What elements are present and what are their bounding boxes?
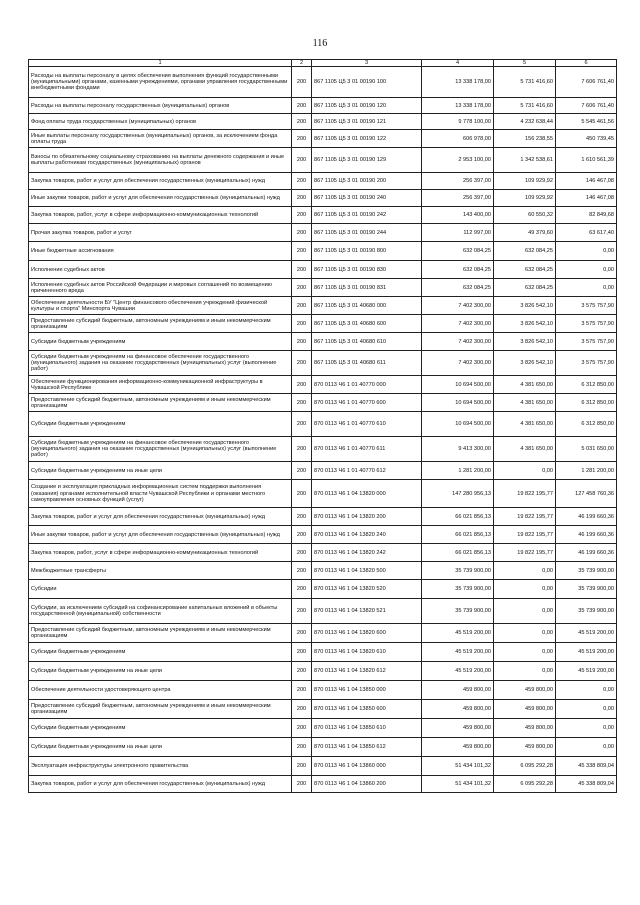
row-unexecuted-amount: 45 519 200,00 [556,643,617,662]
table-row [29,580,617,599]
row-name: Закупка товаров, работ, услуг в сфере информационно-коммуникационных технологий [29,544,292,562]
table-row [29,242,617,261]
row-name: Закупка товаров, работ и услуг для обеспечения государственных (муниципальных) нужд [29,173,292,190]
row-executed-amount: 632 084,25 [494,279,556,297]
table-row [29,776,617,793]
row-line-code: 200 [292,130,312,148]
header-cell: 3 [312,60,422,67]
table-row [29,624,617,643]
row-classification-code: 870 0113 Ч6 1 01 40770 610 [312,412,422,437]
row-approved-amount: 45 519 200,00 [422,643,494,662]
row-line-code: 200 [292,681,312,700]
row-line-code: 200 [292,173,312,190]
row-unexecuted-amount: 0,00 [556,719,617,738]
row-approved-amount: 7 402 300,00 [422,297,494,315]
row-classification-code: 870 0113 Ч6 1 04 13820 000 [312,480,422,508]
row-approved-amount: 459 800,00 [422,719,494,738]
row-unexecuted-amount: 450 739,45 [556,130,617,148]
row-name: Иные выплаты персоналу государственных (муниципальных) органов, за исключением фонда оплаты труда [29,130,292,148]
row-name: Иные бюджетные ассигнования [29,242,292,261]
row-classification-code: 867 1105 Ц5 3 01 00190 800 [312,242,422,261]
row-name: Субсидии бюджетным учреждениям на финансовое обеспечение государственного (муниципального) задания на оказание государственных (муниципальных) услуг (выполнение работ) [29,351,292,376]
row-classification-code: 870 0113 Ч6 1 01 40770 612 [312,462,422,480]
row-classification-code: 867 1105 Ц5 3 01 00190 100 [312,67,422,98]
row-name: Закупка товаров, работ и услуг для обеспечения государственных (муниципальных) нужд [29,508,292,526]
table-row [29,261,617,279]
row-classification-code: 870 0113 Ч6 1 04 13860 200 [312,776,422,793]
row-line-code: 200 [292,776,312,793]
row-line-code: 200 [292,599,312,624]
table-row [29,297,617,315]
table-row [29,719,617,738]
row-unexecuted-amount: 146 467,08 [556,173,617,190]
table-row [29,462,617,480]
row-approved-amount: 632 084,25 [422,261,494,279]
row-classification-code: 867 1105 Ц5 3 01 00190 242 [312,207,422,224]
row-executed-amount: 4 381 650,00 [494,376,556,394]
row-name: Субсидии бюджетным учреждениям на иные цели [29,738,292,757]
row-name: Предоставление субсидий бюджетным, автономным учреждениям и иным некоммерческим организациям [29,394,292,412]
table-row [29,700,617,719]
row-classification-code: 870 0113 Ч6 1 04 13820 200 [312,508,422,526]
row-executed-amount: 0,00 [494,599,556,624]
table-row [29,279,617,297]
row-classification-code: 867 1105 Ц5 3 01 00190 200 [312,173,422,190]
row-line-code: 200 [292,738,312,757]
row-line-code: 200 [292,437,312,462]
row-approved-amount: 10 694 500,00 [422,376,494,394]
row-unexecuted-amount: 7 606 761,40 [556,67,617,98]
row-name: Субсидии, за исключением субсидий на софинансирование капитальных вложений в объекты государственной (муниципальной) собственности [29,599,292,624]
table-row [29,224,617,242]
row-line-code: 200 [292,351,312,376]
row-executed-amount: 1 342 538,61 [494,148,556,173]
row-line-code: 200 [292,261,312,279]
row-name: Обеспечение деятельности удостоверяющего центра [29,681,292,700]
row-name: Расходы на выплаты персоналу в целях обеспечения выполнения функций государственными (муниципальными) органами, казенными учреждениями, органами управления государственными внебюджетными фондами [29,67,292,98]
row-name: Исполнение судебных актов Российской Федерации и мировых соглашений по возмещению причиненного вреда [29,279,292,297]
row-unexecuted-amount: 35 739 900,00 [556,599,617,624]
row-name: Предоставление субсидий бюджетным, автономным учреждениям и иным некоммерческим организациям [29,315,292,333]
row-executed-amount: 19 822 195,77 [494,480,556,508]
table-row [29,757,617,776]
row-classification-code: 870 0113 Ч6 1 04 13850 610 [312,719,422,738]
row-classification-code: 870 0113 Ч6 1 01 40770 000 [312,376,422,394]
row-name: Создание и эксплуатация прикладных информационных систем поддержки выполнения (оказания) органами исполнительной власти Чувашской Республики и органами местного самоуправления основных функций (услуг) [29,480,292,508]
row-executed-amount: 19 822 195,77 [494,544,556,562]
row-name: Субсидии бюджетным учреждениям [29,412,292,437]
row-name: Взносы по обязательному социальному страхованию на выплаты денежного содержания и иные выплаты работникам государственных (муниципальных) органов [29,148,292,173]
row-executed-amount: 0,00 [494,562,556,580]
row-unexecuted-amount: 5 031 650,00 [556,437,617,462]
row-name: Закупка товаров, работ и услуг для обеспечения государственных (муниципальных) нужд [29,776,292,793]
row-classification-code: 867 1105 Ц5 3 01 00190 129 [312,148,422,173]
row-approved-amount: 256 397,00 [422,190,494,207]
row-classification-code: 870 0113 Ч6 1 01 40770 611 [312,437,422,462]
table-row [29,148,617,173]
row-executed-amount: 459 800,00 [494,681,556,700]
row-unexecuted-amount: 3 575 757,90 [556,351,617,376]
row-classification-code: 870 0113 Ч6 1 04 13850 612 [312,738,422,757]
row-line-code: 200 [292,190,312,207]
row-name: Закупка товаров, работ, услуг в сфере информационно-коммуникационных технологий [29,207,292,224]
table-row [29,190,617,207]
row-unexecuted-amount: 46 199 660,36 [556,526,617,544]
row-executed-amount: 0,00 [494,580,556,599]
row-classification-code: 867 1105 Ц5 3 01 40680 600 [312,315,422,333]
row-unexecuted-amount: 1 610 561,39 [556,148,617,173]
row-unexecuted-amount: 0,00 [556,261,617,279]
row-unexecuted-amount: 63 617,40 [556,224,617,242]
row-classification-code: 867 1105 Ц5 3 01 00190 122 [312,130,422,148]
row-approved-amount: 13 338 178,00 [422,67,494,98]
header-cell: 2 [292,60,312,67]
row-classification-code: 867 1105 Ц5 3 01 00190 120 [312,98,422,114]
row-unexecuted-amount: 45 338 809,04 [556,776,617,793]
table-row [29,98,617,114]
row-name: Обеспечение функционирования информационно-коммуникационной инфраструктуры в Чувашской Республике [29,376,292,394]
row-approved-amount: 45 519 200,00 [422,662,494,681]
header-cell: 5 [494,60,556,67]
row-name: Иные закупки товаров, работ и услуг для обеспечения государственных (муниципальных) нужд [29,526,292,544]
row-executed-amount: 459 800,00 [494,719,556,738]
row-unexecuted-amount: 0,00 [556,279,617,297]
row-executed-amount: 459 800,00 [494,700,556,719]
table-row [29,412,617,437]
row-name: Межбюджетные трансферты [29,562,292,580]
table-row [29,480,617,508]
row-executed-amount: 632 084,25 [494,261,556,279]
row-unexecuted-amount: 0,00 [556,700,617,719]
row-executed-amount: 6 095 292,28 [494,776,556,793]
row-approved-amount: 112 997,00 [422,224,494,242]
row-name: Субсидии бюджетным учреждениям на иные цели [29,462,292,480]
row-name: Предоставление субсидий бюджетным, автономным учреждениям и иным некоммерческим организациям [29,624,292,643]
row-line-code: 200 [292,333,312,351]
row-executed-amount: 0,00 [494,662,556,681]
row-name: Фонд оплаты труда государственных (муниципальных) органов [29,114,292,130]
row-approved-amount: 256 397,00 [422,173,494,190]
row-executed-amount: 6 095 292,28 [494,757,556,776]
table-row [29,738,617,757]
row-executed-amount: 4 381 650,00 [494,394,556,412]
row-executed-amount: 4 232 638,44 [494,114,556,130]
row-line-code: 200 [292,719,312,738]
header-cell: 4 [422,60,494,67]
row-unexecuted-amount: 3 575 757,90 [556,333,617,351]
row-line-code: 200 [292,562,312,580]
row-classification-code: 870 0113 Ч6 1 04 13820 500 [312,562,422,580]
row-name: Обеспечение деятельности БУ "Центр финансового обеспечения учреждений физической культуры и спорта" Минспорта Чувашии [29,297,292,315]
row-approved-amount: 147 280 956,13 [422,480,494,508]
row-line-code: 200 [292,98,312,114]
row-executed-amount: 0,00 [494,643,556,662]
row-executed-amount: 19 822 195,77 [494,526,556,544]
row-name: Иные закупки товаров, работ и услуг для обеспечения государственных (муниципальных) нужд [29,190,292,207]
row-classification-code: 870 0113 Ч6 1 04 13820 612 [312,662,422,681]
row-unexecuted-amount: 35 739 900,00 [556,580,617,599]
table-row [29,173,617,190]
row-unexecuted-amount: 6 312 850,00 [556,412,617,437]
row-unexecuted-amount: 0,00 [556,738,617,757]
row-unexecuted-amount: 3 575 757,90 [556,315,617,333]
row-classification-code: 867 1105 Ц5 3 01 40680 610 [312,333,422,351]
row-approved-amount: 35 739 900,00 [422,562,494,580]
row-name: Субсидии бюджетным учреждениям [29,643,292,662]
row-name: Субсидии бюджетным учреждениям [29,719,292,738]
row-approved-amount: 2 953 100,00 [422,148,494,173]
row-approved-amount: 606 978,00 [422,130,494,148]
page-number: 116 [312,38,328,49]
row-line-code: 200 [292,412,312,437]
table-row [29,599,617,624]
row-line-code: 200 [292,757,312,776]
row-approved-amount: 1 281 200,00 [422,462,494,480]
row-line-code: 200 [292,297,312,315]
row-approved-amount: 45 519 200,00 [422,624,494,643]
table-row [29,114,617,130]
row-approved-amount: 66 021 856,13 [422,508,494,526]
row-classification-code: 867 1105 Ц5 3 01 00190 244 [312,224,422,242]
row-executed-amount: 19 822 195,77 [494,508,556,526]
row-line-code: 200 [292,67,312,98]
table-row [29,526,617,544]
row-executed-amount: 109 929,92 [494,190,556,207]
row-executed-amount: 0,00 [494,462,556,480]
row-approved-amount: 632 084,25 [422,242,494,261]
row-line-code: 200 [292,662,312,681]
row-classification-code: 870 0113 Ч6 1 04 13820 242 [312,544,422,562]
row-executed-amount: 3 826 542,10 [494,297,556,315]
table-row [29,130,617,148]
row-unexecuted-amount: 0,00 [556,681,617,700]
table-row [29,508,617,526]
row-classification-code: 867 1105 Ц5 3 01 40680 000 [312,297,422,315]
row-unexecuted-amount: 6 312 850,00 [556,376,617,394]
table-row [29,333,617,351]
row-classification-code: 870 0113 Ч6 1 04 13850 600 [312,700,422,719]
row-line-code: 200 [292,526,312,544]
row-classification-code: 870 0113 Ч6 1 04 13820 610 [312,643,422,662]
row-approved-amount: 51 434 101,32 [422,757,494,776]
row-name: Эксплуатация инфраструктуры электронного правительства [29,757,292,776]
table-row [29,376,617,394]
header-row [29,60,617,67]
table-row [29,681,617,700]
row-executed-amount: 459 800,00 [494,738,556,757]
row-line-code: 200 [292,624,312,643]
table-row [29,562,617,580]
row-executed-amount: 4 381 650,00 [494,412,556,437]
row-unexecuted-amount: 35 739 900,00 [556,562,617,580]
row-approved-amount: 143 400,00 [422,207,494,224]
row-executed-amount: 3 826 542,10 [494,333,556,351]
row-approved-amount: 13 338 178,00 [422,98,494,114]
row-approved-amount: 632 084,25 [422,279,494,297]
table-row [29,315,617,333]
row-name: Субсидии бюджетным учреждениям на иные цели [29,662,292,681]
row-approved-amount: 7 402 300,00 [422,351,494,376]
row-approved-amount: 35 739 900,00 [422,580,494,599]
row-classification-code: 867 1105 Ц5 3 01 00190 830 [312,261,422,279]
table-row [29,394,617,412]
table-row [29,67,617,98]
row-line-code: 200 [292,544,312,562]
row-executed-amount: 3 826 542,10 [494,351,556,376]
row-approved-amount: 51 434 101,32 [422,776,494,793]
row-unexecuted-amount: 5 545 461,56 [556,114,617,130]
row-executed-amount: 4 381 650,00 [494,437,556,462]
row-unexecuted-amount: 45 338 809,04 [556,757,617,776]
row-line-code: 200 [292,315,312,333]
row-approved-amount: 459 800,00 [422,738,494,757]
header-cell: 1 [29,60,292,67]
row-approved-amount: 35 739 900,00 [422,599,494,624]
row-line-code: 200 [292,242,312,261]
row-name: Прочая закупка товаров, работ и услуг [29,224,292,242]
row-line-code: 200 [292,376,312,394]
row-approved-amount: 10 694 500,00 [422,394,494,412]
table-row [29,437,617,462]
row-line-code: 200 [292,462,312,480]
table-row [29,207,617,224]
row-unexecuted-amount: 45 519 200,00 [556,662,617,681]
row-unexecuted-amount: 6 312 850,00 [556,394,617,412]
row-executed-amount: 5 731 416,60 [494,67,556,98]
row-unexecuted-amount: 46 199 660,36 [556,544,617,562]
row-line-code: 200 [292,224,312,242]
row-name: Субсидии бюджетным учреждениям на финансовое обеспечение государственного (муниципального) задания на оказание государственных (муниципальных) услуг (выполнение работ) [29,437,292,462]
row-classification-code: 870 0113 Ч6 1 01 40770 600 [312,394,422,412]
row-unexecuted-amount: 46 199 660,36 [556,508,617,526]
row-executed-amount: 60 550,32 [494,207,556,224]
row-name: Субсидии бюджетным учреждениям [29,333,292,351]
row-classification-code: 867 1105 Ц5 3 01 00190 240 [312,190,422,207]
table-row [29,544,617,562]
row-classification-code: 867 1105 Ц5 3 01 40680 611 [312,351,422,376]
row-approved-amount: 9 413 300,00 [422,437,494,462]
row-line-code: 200 [292,508,312,526]
row-classification-code: 870 0113 Ч6 1 04 13820 520 [312,580,422,599]
row-classification-code: 870 0113 Ч6 1 04 13850 000 [312,681,422,700]
row-approved-amount: 66 021 856,13 [422,544,494,562]
row-classification-code: 867 1105 Ц5 3 01 00190 831 [312,279,422,297]
row-executed-amount: 156 238,55 [494,130,556,148]
row-classification-code: 870 0113 Ч6 1 04 13820 240 [312,526,422,544]
row-line-code: 200 [292,148,312,173]
row-executed-amount: 3 826 542,10 [494,315,556,333]
row-approved-amount: 66 021 856,13 [422,526,494,544]
row-unexecuted-amount: 7 606 761,40 [556,98,617,114]
row-unexecuted-amount: 3 575 757,90 [556,297,617,315]
row-classification-code: 867 1105 Ц5 3 01 00190 121 [312,114,422,130]
row-executed-amount: 109 929,92 [494,173,556,190]
row-executed-amount: 0,00 [494,624,556,643]
row-name: Исполнение судебных актов [29,261,292,279]
row-name: Предоставление субсидий бюджетным, автономным учреждениям и иным некоммерческим организациям [29,700,292,719]
row-line-code: 200 [292,643,312,662]
row-unexecuted-amount: 127 458 760,36 [556,480,617,508]
row-line-code: 200 [292,394,312,412]
row-unexecuted-amount: 0,00 [556,242,617,261]
row-line-code: 200 [292,580,312,599]
row-classification-code: 870 0113 Ч6 1 04 13820 521 [312,599,422,624]
budget-execution-table [28,59,617,793]
table-row [29,662,617,681]
row-name: Расходы на выплаты персоналу государственных (муниципальных) органов [29,98,292,114]
row-executed-amount: 632 084,25 [494,242,556,261]
row-approved-amount: 10 694 500,00 [422,412,494,437]
header-cell: 6 [556,60,617,67]
row-approved-amount: 459 800,00 [422,681,494,700]
row-name: Субсидии [29,580,292,599]
table-row [29,351,617,376]
row-line-code: 200 [292,700,312,719]
row-line-code: 200 [292,114,312,130]
row-unexecuted-amount: 82 849,68 [556,207,617,224]
row-classification-code: 870 0113 Ч6 1 04 13860 000 [312,757,422,776]
row-approved-amount: 459 800,00 [422,700,494,719]
row-approved-amount: 9 778 100,00 [422,114,494,130]
row-line-code: 200 [292,207,312,224]
table-row [29,643,617,662]
row-executed-amount: 5 731 416,60 [494,98,556,114]
row-unexecuted-amount: 146 467,08 [556,190,617,207]
row-unexecuted-amount: 45 519 200,00 [556,624,617,643]
row-line-code: 200 [292,279,312,297]
row-unexecuted-amount: 1 281 200,00 [556,462,617,480]
row-approved-amount: 7 402 300,00 [422,333,494,351]
row-executed-amount: 49 379,60 [494,224,556,242]
row-classification-code: 870 0113 Ч6 1 04 13820 600 [312,624,422,643]
row-approved-amount: 7 402 300,00 [422,315,494,333]
row-line-code: 200 [292,480,312,508]
